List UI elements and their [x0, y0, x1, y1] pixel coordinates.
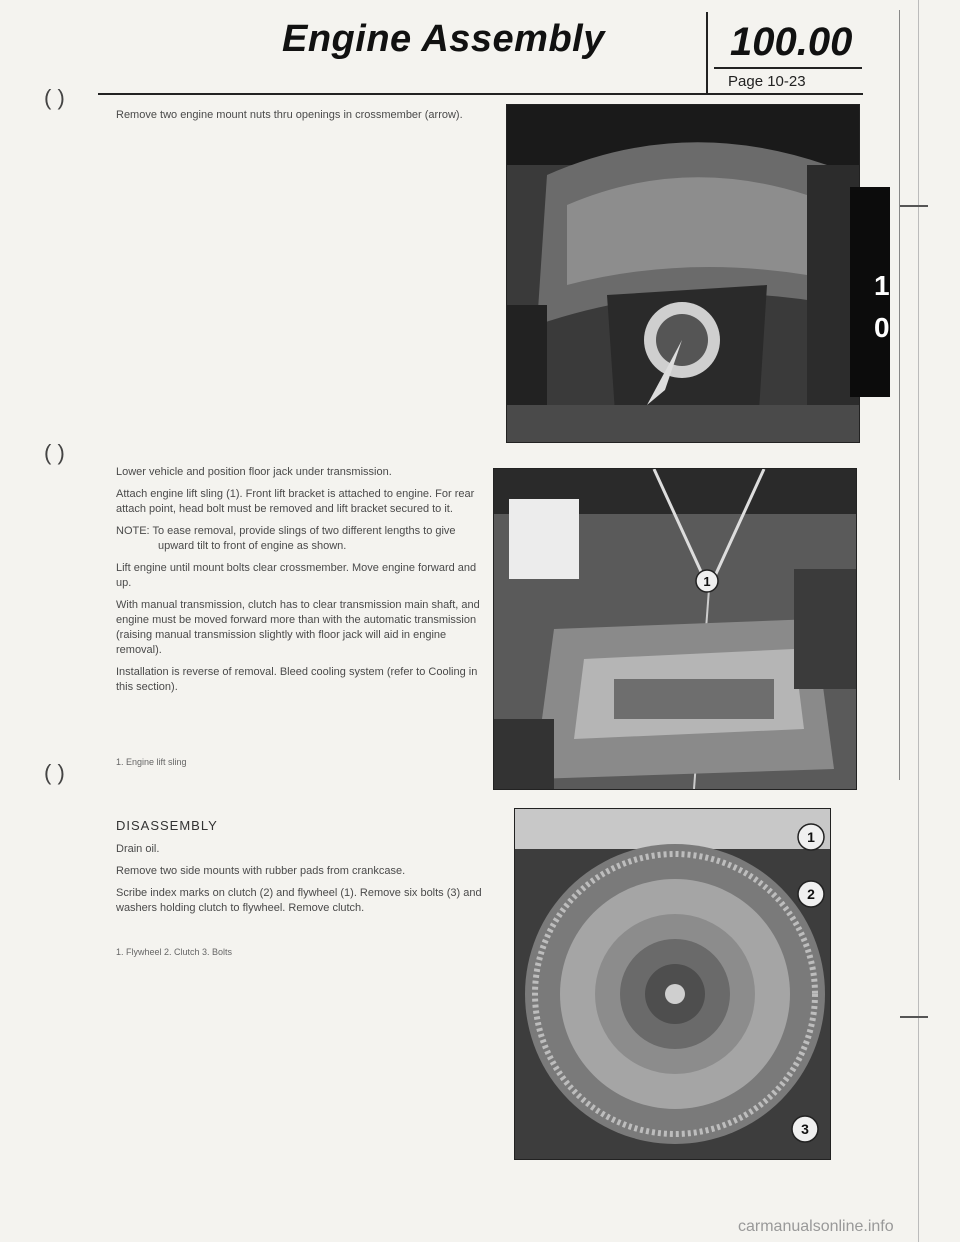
section-number: 100.00	[730, 20, 853, 64]
photo-clutch-image	[515, 809, 830, 1159]
page-title: Engine Assembly	[282, 18, 605, 60]
caption-lift-sling: 1. Engine lift sling	[116, 757, 187, 767]
binder-hole-3: ( )	[44, 760, 65, 785]
photo-clutch	[514, 808, 831, 1160]
photo-engine-sling	[493, 468, 857, 790]
callout-photo3-2: 2	[807, 886, 815, 902]
instruction-lift-sling: Attach engine lift sling (1). Front lift bracket is attached to engine. For rear attach point, head bolt must be removed and lift bracket secured to it.	[116, 488, 475, 515]
binder-hole-1: ( )	[44, 85, 65, 110]
callout-photo2-1: 1	[703, 574, 711, 589]
header-divider	[706, 12, 708, 94]
instruction-installation: Installation is reverse of removal. Bleed cooling system (refer to Cooling in this section).	[116, 666, 478, 693]
caption-clutch: 1. Flywheel 2. Clutch 3. Bolts	[116, 947, 233, 957]
tab-digit-top: 1	[874, 270, 890, 301]
instruction-lift-engine: Lift engine until mount bolts clear crossmember. Move engine forward and up.	[116, 562, 477, 589]
edge-mark-1	[900, 205, 928, 207]
text-block-3	[116, 842, 484, 923]
note-sling-lengths: NOTE: To ease removal, provide slings of two different lengths to give upward tilt to front of engine as shown.	[116, 525, 456, 552]
page-edge-line-2	[918, 0, 919, 1242]
photo-crossmember-image	[507, 105, 859, 442]
callout-photo3-3: 3	[801, 1121, 809, 1137]
instruction-manual-transmission: With manual transmission, clutch has to clear transmission main shaft, and engine must be moved forward more than with the automatic transmission (raising manual transmission slightly with floor jack will aid in engine removal).	[116, 599, 480, 656]
instruction-drain-oil: Drain oil.	[116, 843, 160, 855]
page-number: Page 10-23	[728, 73, 806, 90]
instruction-mount-nuts: Remove two engine mount nuts thru openings in crossmember (arrow).	[116, 109, 463, 121]
photo-engine-sling-image	[494, 469, 856, 789]
section-number-rule	[714, 67, 862, 69]
edge-mark-2	[900, 1016, 928, 1018]
photo-crossmember	[506, 104, 860, 443]
callout-photo3-1: 1	[807, 829, 815, 845]
text-block-1	[116, 108, 484, 130]
tab-digit-bottom: 0	[874, 312, 890, 343]
text-block-2	[116, 465, 484, 702]
instruction-clutch: Scribe index marks on clutch (2) and flywheel (1). Remove six bolts (3) and washers holding clutch to flywheel. Remove clutch.	[116, 887, 482, 914]
header-rule	[98, 93, 863, 95]
watermark: carmanualsonline.info	[738, 1218, 894, 1235]
section-heading: DISASSEMBLY	[116, 818, 218, 833]
binder-hole-2: ( )	[44, 440, 65, 465]
instruction-floor-jack: Lower vehicle and position floor jack under transmission.	[116, 466, 392, 478]
instruction-side-mounts: Remove two side mounts with rubber pads from crankcase.	[116, 865, 406, 877]
page-edge-line	[899, 10, 900, 780]
